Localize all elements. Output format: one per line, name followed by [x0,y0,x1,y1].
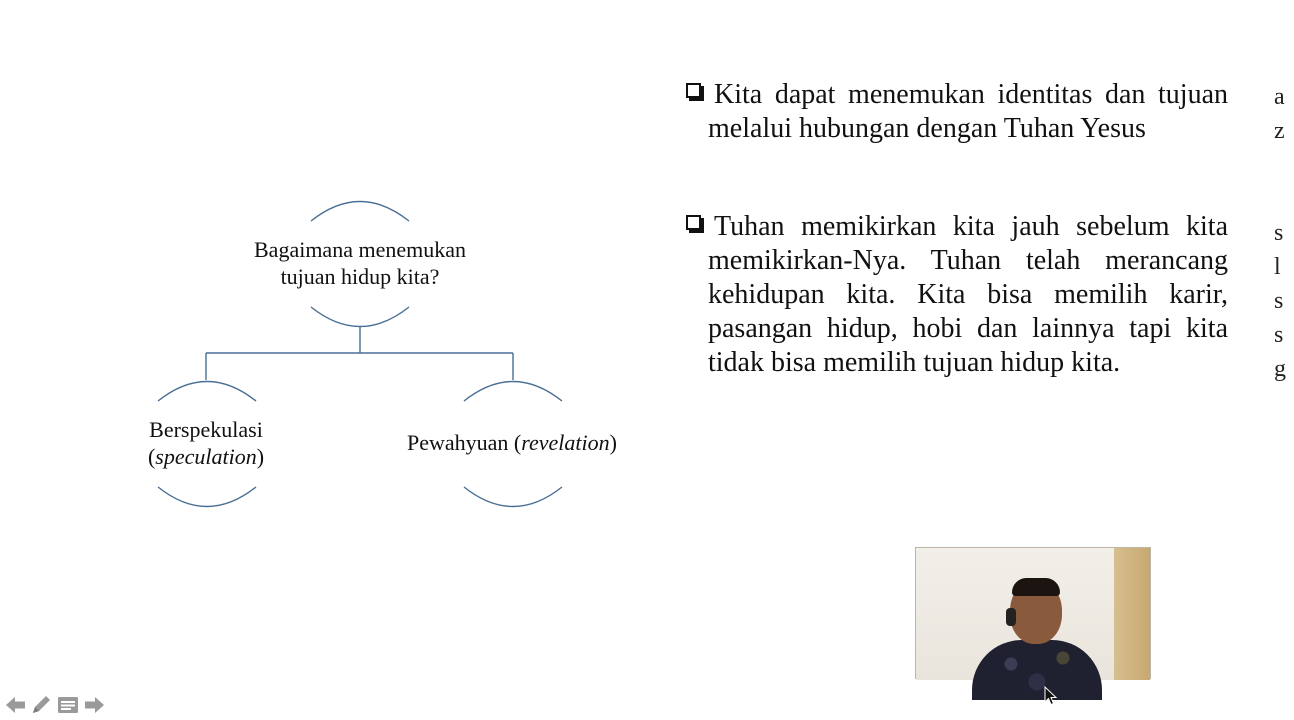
fragment: g [1274,356,1286,382]
next-slide-icon [83,696,105,714]
presenter-hair [1012,578,1060,596]
fragment: z [1274,118,1285,144]
fragment: a [1274,84,1285,110]
previous-slide-button[interactable] [4,694,28,716]
left-node-line2 [116,443,296,470]
left-node-paren-close: ) [256,444,265,469]
pen-tool-button[interactable] [30,694,54,716]
top-node-label [220,236,500,290]
clipped-text-fragments [1274,80,1294,386]
slide-menu-icon [57,696,79,714]
next-slide-button[interactable] [82,694,106,716]
slide-menu-button[interactable] [56,694,80,716]
checkbox-bullet-icon [686,215,701,230]
pen-tool-icon [31,695,53,715]
checkbox-bullet-icon [686,83,701,98]
top-node-bottom-arc [311,307,409,327]
bullet-item [686,78,1228,146]
slideshow-toolbar [4,694,106,716]
right-node-bottom-arc [464,487,562,507]
headset-icon [1006,608,1016,626]
fragment: s [1274,322,1284,348]
previous-slide-icon [5,696,27,714]
fragment: l [1274,254,1281,280]
presenter-webcam-video[interactable] [915,547,1151,679]
right-node-post: ) [609,430,617,455]
bullet-text: Kita dapat menemukan identitas dan tujuan melalui hubungan dengan Tuhan Yesus [708,79,1228,144]
right-node-top-arc [464,382,562,402]
fragment [1274,148,1294,182]
top-node-top-arc [311,202,409,222]
hierarchy-diagram [0,0,660,560]
right-node-label [380,429,644,456]
left-node-label [116,416,296,470]
bullet-item [686,210,1228,380]
top-node-line1: Bagaimana menemukan [254,237,466,262]
bullet-list [686,78,1228,380]
mouse-pointer-icon [1044,686,1058,706]
fragment: s [1274,220,1284,246]
fragment [1274,182,1294,216]
bullet-text: Tuhan memikirkan kita jauh sebelum kita memikirkan-Nya. Tuhan telah merancang kehidupan kita. Kita bisa memilih karir, pasangan hidup, hobi dan lainnya tapi kita tidak bisa memilih tujuan hidup kita. [708,211,1228,378]
top-node-line2: tujuan hidup kita? [280,264,440,289]
right-node-italic: revelation [521,430,610,455]
left-node-line1: Berspekulasi [149,417,263,442]
left-node-top-arc [158,382,256,402]
left-node-paren-open: ( [147,444,156,469]
left-node-italic: speculation [155,444,257,469]
fragment: s [1274,288,1284,314]
left-node-bottom-arc [158,487,256,507]
right-node-pre: Pewahyuan ( [407,430,522,455]
webcam-wood-panel [1114,548,1150,680]
